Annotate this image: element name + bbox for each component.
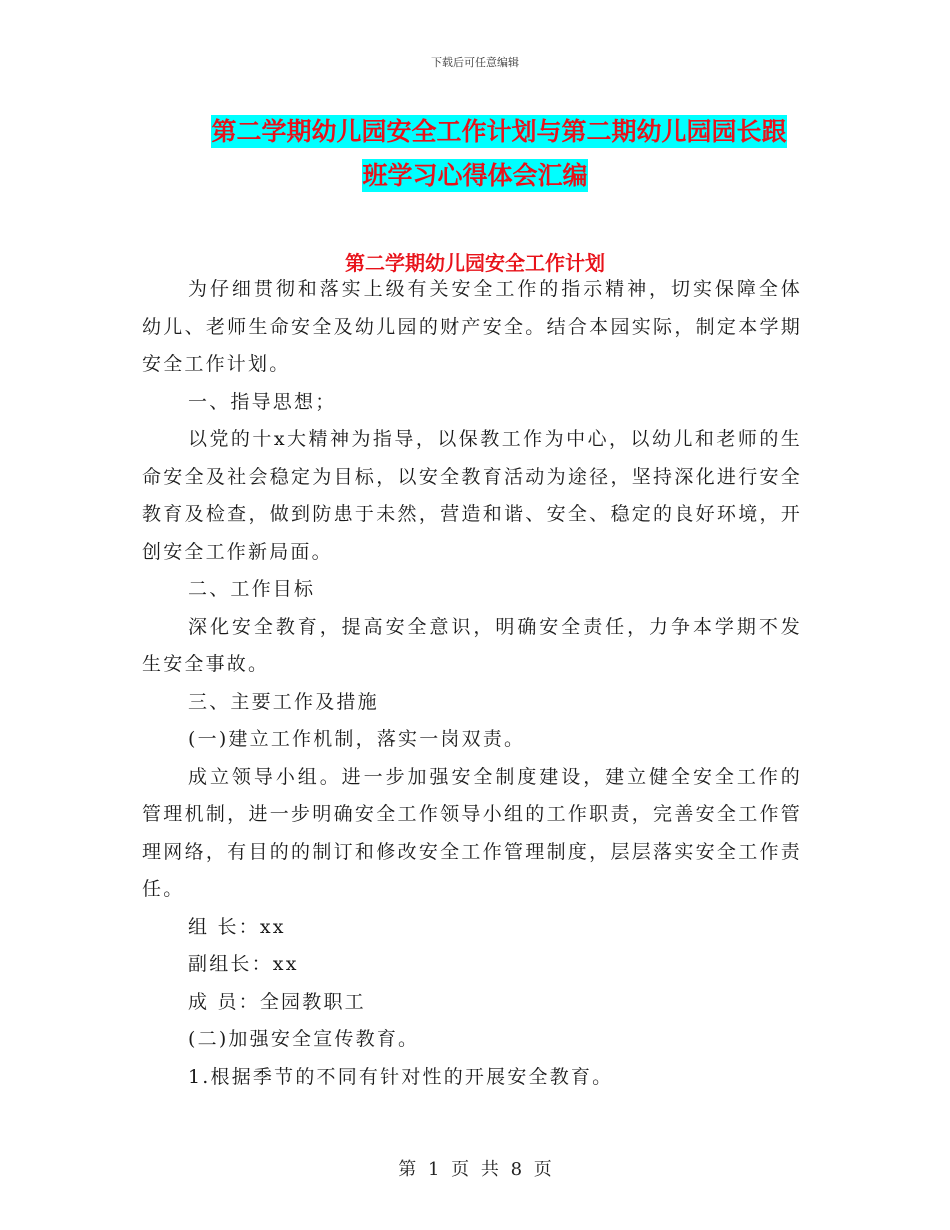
list-item-seasonal-education: 1.根据季节的不同有针对性的开展安全教育。 [188, 1065, 614, 1088]
list-item-leader: 组 长：xx [188, 915, 286, 938]
document-title-line-2 [0, 156, 950, 192]
heading-guiding-ideology: 一、指导思想； [188, 390, 337, 413]
paragraph-guiding-ideology: 以党的十x大精神为指导，以保教工作为中心，以幼儿和老师的生命安全及社会稳定为目标，以安全教育活动为途径，坚持深化进行安全教育及检查，做到防患于未然，营造和谐、安全、稳定的良好环境，开创安全工作新局面。 [142, 428, 802, 563]
section-title: 第二学期幼儿园安全工作计划 [345, 251, 605, 275]
header-note: 下载后可任意编辑 [431, 56, 519, 69]
heading-work-goals: 二、工作目标 [188, 578, 316, 600]
document-body [142, 271, 802, 1096]
list-item-members: 成 员：全园教职工 [188, 990, 366, 1013]
subheading-safety-education: (二)加强安全宣传教育。 [188, 1028, 420, 1050]
page-footer: 第 1 页 共 8 页 [398, 1159, 552, 1180]
document-title-line-1 [24, 112, 950, 148]
document-title-line-1-text: 第二学期幼儿园安全工作计划与第二期幼儿园园长跟 [211, 117, 787, 146]
subheading-work-mechanism: (一)建立工作机制，落实一岗双责。 [188, 728, 526, 750]
paragraph-leadership-group: 成立领导小组。进一步加强安全制度建设，建立健全安全工作的管理机制，进一步明确安全工作领导小组的工作职责，完善安全工作管理网络，有目的的制订和修改安全工作管理制度，层层落实安全工作责任。 [142, 765, 802, 900]
list-item-deputy-leader: 副组长：xx [188, 953, 299, 975]
paragraph-work-goals: 深化安全教育，提高安全意识，明确安全责任，力争本学期不发生安全事故。 [142, 615, 802, 675]
paragraph-intro: 为仔细贯彻和落实上级有关安全工作的指示精神，切实保障全体幼儿、老师生命安全及幼儿园的财产安全。结合本园实际，制定本学期安全工作计划。 [142, 278, 802, 375]
document-title-line-2-text: 班学习心得体会汇编 [362, 161, 588, 190]
heading-main-measures: 三、主要工作及措施 [188, 690, 379, 713]
